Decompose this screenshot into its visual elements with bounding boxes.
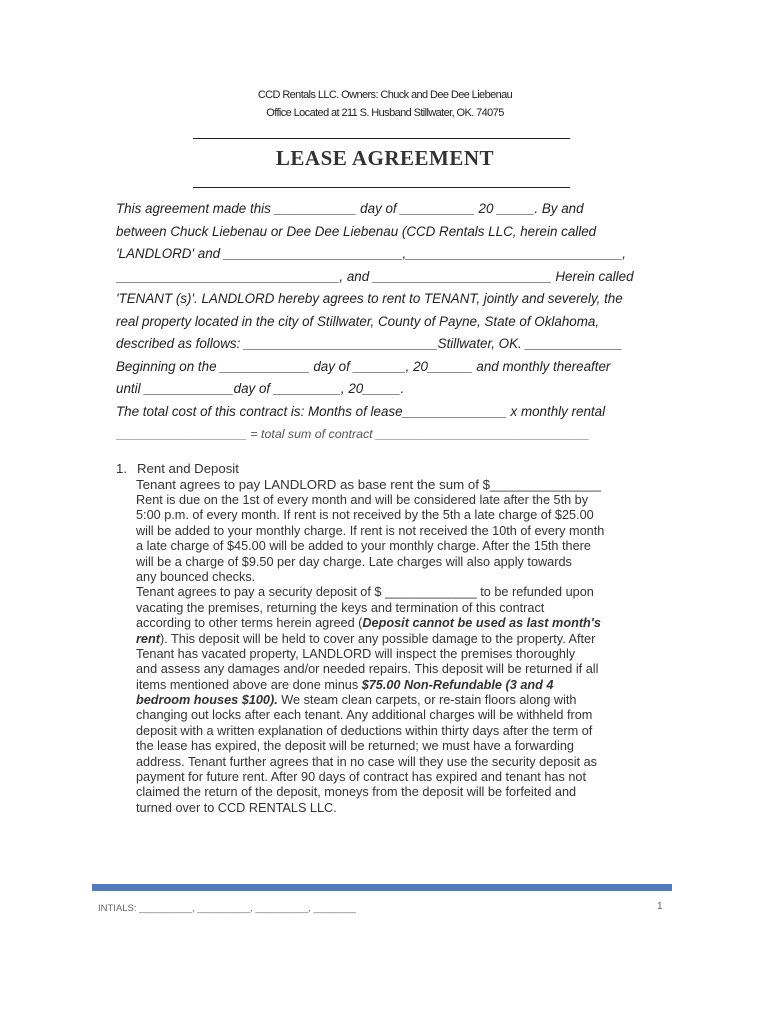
non-refundable-line: [136, 678, 656, 693]
deposit-warning: Deposit cannot be used as last month's: [362, 616, 601, 631]
non-refundable-amount: $75.00 Non-Refundable (3 and 4: [361, 677, 554, 692]
section-heading: [116, 460, 656, 477]
body-line: will be a charge of $9.50 per day charge. Late charges will also apply towards: [136, 554, 572, 569]
body-line: turned over to CCD RENTALS LLC.: [136, 800, 337, 815]
intro-line: 'TENANT (s)'. LANDLORD hereby agrees to rent to TENANT, jointly and severely, the: [116, 291, 623, 306]
bedroom-fee-amount: bedroom houses $100).: [136, 693, 278, 708]
title-rule-bottom: [193, 187, 570, 188]
base-rent-line: Tenant agrees to pay LANDLORD as base rent the sum of $_______________: [136, 477, 601, 492]
body-line: deposit with a written explanation of deductions within thirty days after the term of: [136, 723, 593, 738]
document-title: LEASE AGREEMENT: [275, 146, 495, 170]
body-line: Tenant has vacated property, LANDLORD will inspect the premises thoroughly: [136, 646, 576, 661]
deposit-warning-rent: rent: [136, 631, 160, 646]
body-line: any bounced checks.: [136, 569, 256, 584]
footer-accent-bar: [92, 884, 672, 891]
deposit-rent-line: [136, 632, 656, 647]
body-line: address. Tenant further agrees that in no case will they use the security deposit as: [136, 754, 598, 769]
agreement-intro: [116, 198, 656, 446]
title-rule-top: [193, 138, 570, 139]
bedroom-fee-text: We steam clean carpets, or re-stain floors along with: [277, 693, 577, 708]
body-line: the lease has expired, the deposit will be returned; we must have a forwarding: [136, 739, 574, 754]
section-heading-text: Rent and Deposit: [137, 461, 239, 476]
intro-line: until ____________day of _________, 20_____.: [116, 381, 405, 396]
section-number: 1.: [116, 461, 127, 476]
bedroom-fee-line: [136, 693, 656, 708]
intro-line: ______________________________, and ________________________ Herein called: [116, 268, 634, 284]
deposit-rent-text: ). This deposit will be held to cover any possible damage to the property. After: [159, 631, 596, 646]
intro-line: between Chuck Liebenau or Dee Dee Liebenau (CCD Rentals LLC, herein called: [116, 223, 597, 239]
body-line: payment for future rent. After 90 days of contract has expired and tenant has not: [136, 770, 586, 785]
body-line: Tenant agrees to pay a security deposit of $ _____________ to be refunded upon: [136, 585, 594, 600]
company-owners-line: CCD Rentals LLC. Owners: Chuck and Dee Dee Liebenau: [257, 89, 513, 101]
body-line: changing out locks after each tenant. Any additional charges will be withheld from: [136, 708, 593, 723]
deposit-terms-text: according to other terms herein agreed (: [136, 616, 363, 631]
intro-line: This agreement made this ___________ day of __________ 20 _____. By and: [116, 201, 584, 216]
intro-line: Beginning on the ____________ day of _______, 20______ and monthly thereafter: [116, 358, 611, 374]
body-line: Rent is due on the 1st of every month and will be considered late after the 5th by: [136, 493, 589, 507]
intro-line: ___________________ = total sum of contract _______________________________: [116, 427, 590, 441]
intro-line: The total cost of this contract is: Months of lease______________ x monthly rental: [116, 403, 606, 419]
intro-line: real property located in the city of Stillwater, County of Payne, State of Oklahoma,: [116, 313, 600, 329]
intro-line: 'LANDLORD' and ________________________,_____________________________,: [116, 246, 626, 261]
deposit-terms-line: [136, 616, 656, 631]
body-line: a late charge of $45.00 will be added to your monthly charge. After the 15th there: [136, 539, 591, 554]
intro-line: described as follows: __________________________Stillwater, OK. _____________: [116, 336, 623, 351]
office-address-line: Office Located at 211 S. Husband Stillwater, OK. 74075: [266, 107, 504, 119]
body-line: claimed the return of the deposit, moneys from the deposit will be forfeited and: [136, 785, 577, 800]
initials-footer: INTIALS: __________, __________, __________, ________: [98, 903, 356, 914]
section-body: [136, 477, 656, 816]
page-number: 1: [657, 901, 663, 912]
body-line: 5:00 p.m. of every month. If rent is not received by the 5th a late charge of $25.00: [136, 508, 594, 523]
body-line: and assess any damages and/or needed repairs. This deposit will be returned if all: [136, 662, 599, 677]
body-line: vacating the premises, returning the keys and termination of this contract: [136, 600, 545, 615]
non-refundable-text: items mentioned above are done minus: [136, 677, 362, 692]
body-line: will be added to your monthly charge. If rent is not received the 10th of every month: [136, 523, 605, 538]
section-rent-and-deposit: [116, 460, 656, 816]
